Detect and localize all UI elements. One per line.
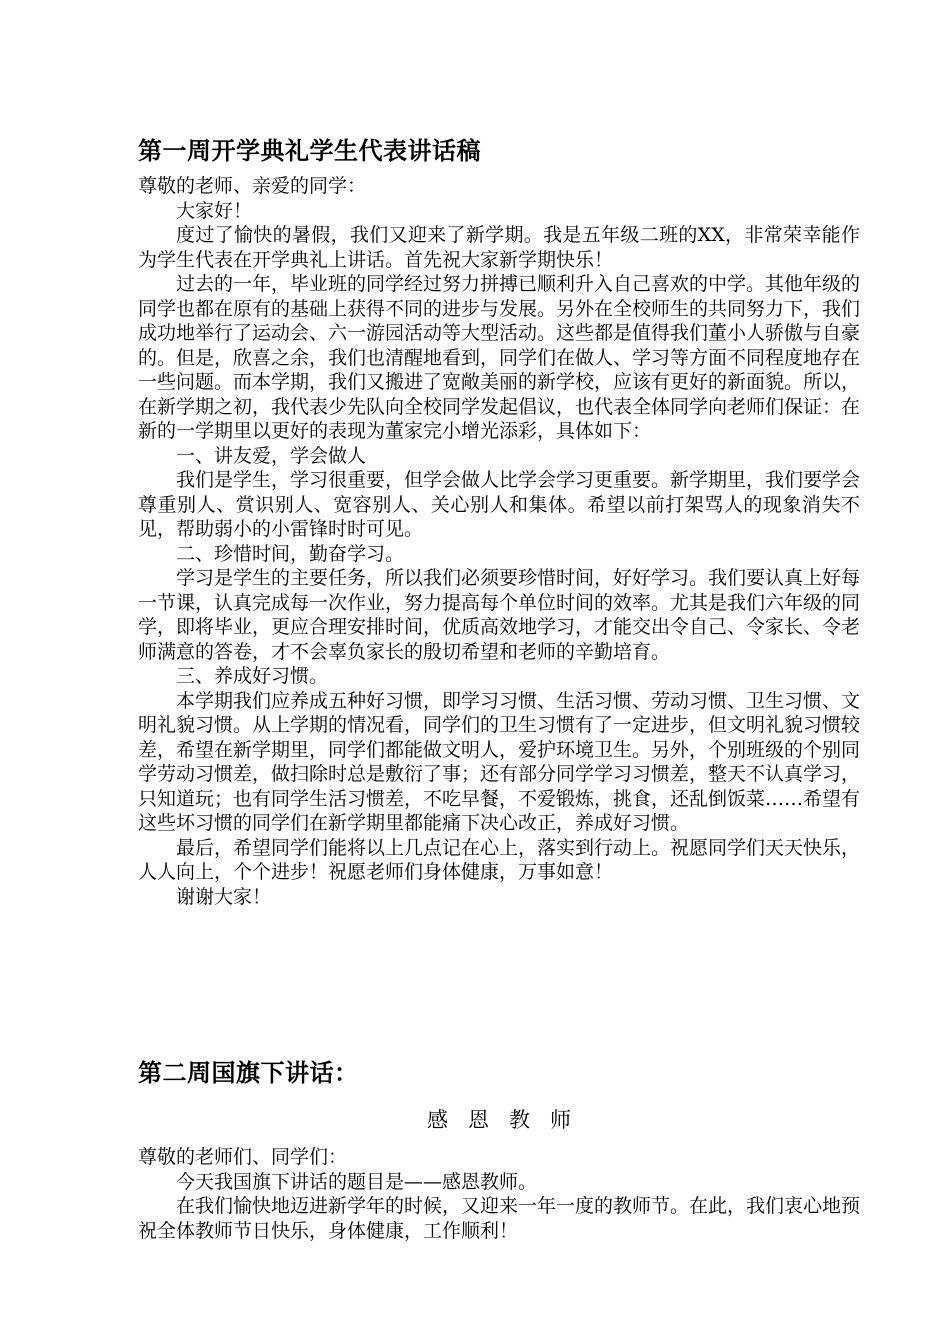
paragraph-intro: 度过了愉快的暑假，我们又迎来了新学期。我是五年级二班的XX，非常荣幸能作为学生代表在开学典礼上讲话。首先祝大家新学期快乐！ (138, 224, 860, 271)
thanks: 谢谢大家！ (176, 885, 272, 908)
section2-subtitle: 感恩教师 (427, 1108, 591, 1132)
point-heading-1: 一、讲友爱，学会做人 (176, 444, 367, 467)
section1-title: 第一周开学典礼学生代表讲话稿 (138, 137, 481, 165)
paragraph-closing: 最后，希望同学们能将以上几点记在心上，落实到行动上。祝愿同学们天天快乐，人人向上，个个进步！祝愿老师们身体健康，万事如意！ (138, 836, 861, 883)
greeting: 大家好！ (176, 199, 253, 222)
salutation: 尊敬的老师、亲爱的同学： (138, 175, 367, 197)
paragraph-teachers-day: 在我们愉快地迈进新学年的时候，又迎来一年一度的教师节。在此，我们衷心地预祝全体教师节日快乐，身体健康，工作顺利！ (138, 1195, 861, 1242)
topic-intro: 今天我国旗下讲话的题目是——感恩教师。 (176, 1170, 538, 1193)
point-heading-3: 三、养成好习惯。 (176, 665, 329, 687)
paragraph-review: 过去的一年，毕业班的同学经过努力拼搏已顺利升入自己喜欢的中学。其他年级的同学也都在原有的基础上获得不同的进步与发展。另外在全校师生的共同努力下，我们成功地举行了运动会、六一游园活动等大型活动。这些都是值得我们董小人骄傲与自豪的。但是，欣喜之余，我们也清醒地看到，同学们在做人、学习等方面不同程度地存在一些问题。而本学期，我们又搬进了宽敞美丽的新学校，应该有更好的新面貌。所以，在新学期之初，我代表少先队向全校同学发起倡议，也代表全体同学向老师们保证：在新的一学期里以更好的表现为董家完小增光添彩，具体如下： (138, 273, 861, 442)
paragraph-point-1: 我们是学生，学习很重要，但学会做人比学会学习更重要。新学期里，我们要学会尊重别人、赏识别人、宽容别人、关心别人和集体。希望以前打架骂人的现象消失不见，帮助弱小的小雷锋时时可见。 (138, 469, 861, 540)
paragraph-point-3: 本学期我们应养成五种好习惯，即学习习惯、生活习惯、劳动习惯、卫生习惯、文明礼貌习惯。从上学期的情况看，同学们的卫生习惯有了一定进步，但文明礼貌习惯较差，希望在新学期里，同学们都能做文明人，爱护环境卫生。另外，个别班级的个别同学劳动习惯差，做扫除时总是敷衍了事；还有部分同学学习习惯差，整天不认真学习，只知道玩；也有同学生活习惯差，不吃早餐，不爱锻炼，挑食，还乱倒饭菜……希望有这些坏习惯的同学们在新学期里都能痛下决心改正，养成好习惯。 (138, 689, 861, 834)
paragraph-point-2: 学习是学生的主要任务，所以我们必须要珍惜时间，好好学习。我们要认真上好每一节课，认真完成每一次作业，努力提高每个单位时间的效率。尤其是我们六年级的同学，即将毕业，更应合理安排时间，优质高效地学习，才能交出令自己、令家长、令老师满意的答卷，才不会辜负家长的殷切希望和老师的辛勤培育。 (138, 567, 861, 663)
section2-body (138, 1145, 860, 1243)
section2-title: 第二周国旗下讲话： (138, 1059, 359, 1087)
point-heading-2: 二、珍惜时间，勤奋学习。 (176, 542, 405, 565)
salutation-2: 尊敬的老师们、同学们： (138, 1146, 348, 1168)
section1-body (138, 174, 860, 909)
